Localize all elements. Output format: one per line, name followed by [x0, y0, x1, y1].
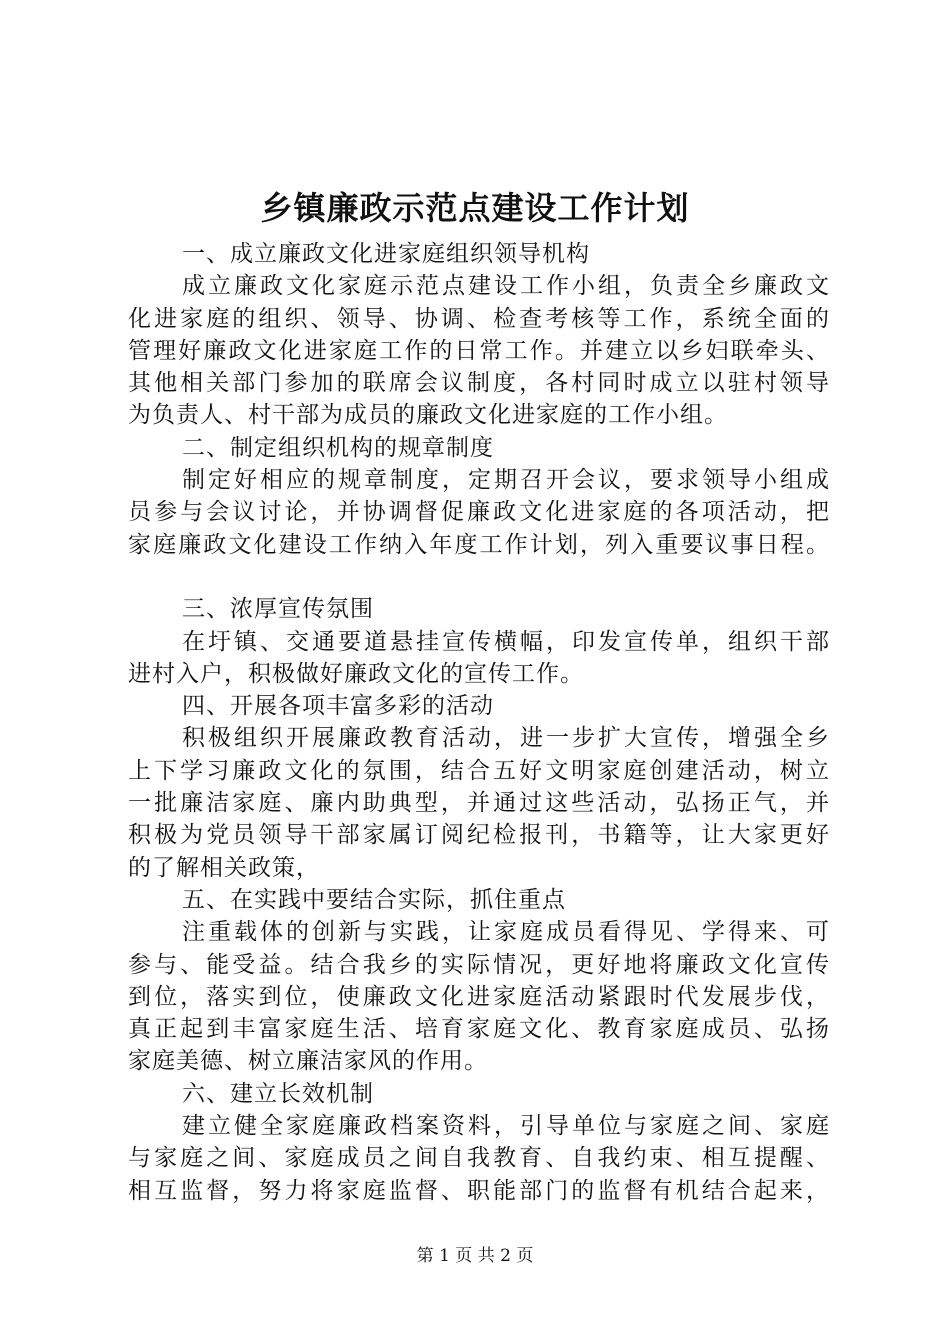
- text-line: 四、开展各项丰富多彩的活动: [182, 693, 494, 720]
- text-line: 三、浓厚宣传氛围: [182, 596, 374, 623]
- text-line: 参与、能受益。结合我乡的实际情况，更好地将廉政文化宣传: [128, 951, 830, 978]
- text-line: 在圩镇、交通要道悬挂宣传横幅，印发宣传单，组织干部: [182, 628, 830, 655]
- text-line: 的了解相关政策，: [128, 854, 320, 881]
- page-title: 乡镇廉政示范点建设工作计划: [260, 189, 690, 227]
- text-line: 到位，落实到位，使廉政文化进家庭活动紧跟时代发展步伐，: [128, 983, 830, 1010]
- page-footer: 第 1 页 共 2 页: [416, 1246, 534, 1266]
- text-line: 二、制定组织机构的规章制度: [182, 434, 494, 461]
- document-body: [128, 238, 830, 1207]
- text-line: 其他相关部门参加的联席会议制度，各村同时成立以驻村领导: [128, 370, 830, 397]
- text-line: 成立廉政文化家庭示范点建设工作小组，负责全乡廉政文: [182, 273, 830, 300]
- text-line: 制定好相应的规章制度，定期召开会议，要求领导小组成: [182, 467, 830, 494]
- text-line: 真正起到丰富家庭生活、培育家庭文化、教育家庭成员、弘扬: [128, 1016, 830, 1043]
- text-line: 一批廉洁家庭、廉内助典型，并通过这些活动，弘扬正气，并: [128, 790, 830, 817]
- text-line: 家庭廉政文化建设工作纳入年度工作计划，列入重要议事日程。: [128, 531, 830, 558]
- text-line: 家庭美德、树立廉洁家风的作用。: [128, 1048, 488, 1075]
- text-line: 六、建立长效机制: [182, 1080, 374, 1107]
- text-line: 一、成立廉政文化进家庭组织领导机构: [182, 241, 590, 267]
- text-line: 五、在实践中要结合实际，抓住重点: [182, 886, 566, 913]
- text-line: 积极组织开展廉政教育活动，进一步扩大宣传，增强全乡: [182, 725, 830, 752]
- blank-line: [128, 561, 830, 593]
- text-line: 化进家庭的组织、领导、协调、检查考核等工作，系统全面的: [128, 305, 830, 332]
- text-line: 上下学习廉政文化的氛围，结合五好文明家庭创建活动，树立: [128, 757, 830, 784]
- text-line: 建立健全家庭廉政档案资料，引导单位与家庭之间、家庭: [182, 1113, 830, 1140]
- text-line: 相互监督，努力将家庭监督、职能部门的监督有机结合起来，: [128, 1177, 830, 1204]
- text-line: 管理好廉政文化进家庭工作的日常工作。并建立以乡妇联牵头、: [128, 337, 830, 364]
- text-line: 为负责人、村干部为成员的廉政文化进家庭的工作小组。: [128, 402, 728, 429]
- text-line: 进村入户，积极做好廉政文化的宣传工作。: [128, 660, 584, 687]
- text-line: 员参与会议讨论，并协调督促廉政文化进家庭的各项活动，把: [128, 499, 830, 526]
- text-line: 注重载体的创新与实践，让家庭成员看得见、学得来、可: [182, 919, 830, 946]
- text-line: 积极为党员领导干部家属订阅纪检报刊，书籍等，让大家更好: [128, 822, 830, 849]
- text-line: 与家庭之间、家庭成员之间自我教育、自我约束、相互提醒、: [128, 1145, 830, 1172]
